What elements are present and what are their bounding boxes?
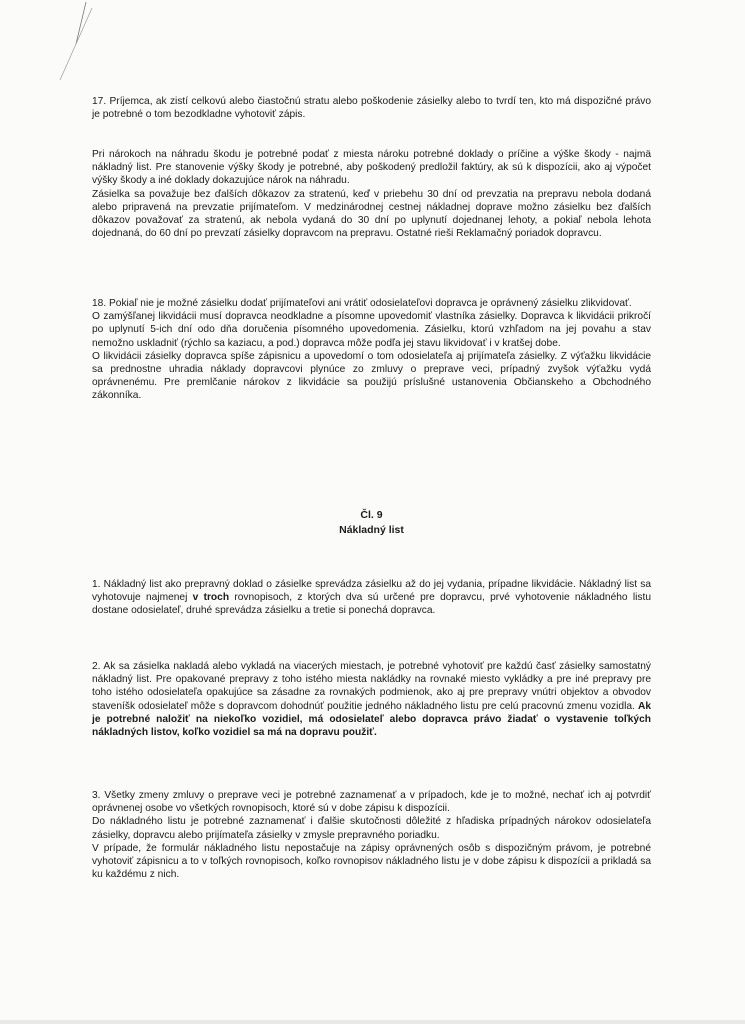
paragraph-17 (92, 95, 651, 121)
point-1-tail: rovnopisoch, z ktorých dva sú určené pre dopravcu, prvé vyhotovenie nákladného listu dostane odosielateľ, druhé sprevádza zásielku a tretie si ponechá dopravca. (92, 592, 651, 617)
article-title: Nákladný list (339, 524, 404, 536)
point-2-lead: 2. Ak sa zásielka nakladá alebo vykladá na viacerých miestach, je potrebné vyhotoviť pre každú časť zásielky samostatný nákladný list. Pre opakované prepravy z toho istého miesta nakládky na rovnaké miesto vykládky a pre iné prepravy pre toho istého odosielateľa opakujúce sa zásadne za rovnakých podmienok, ako aj pre prepravy vnútri objektov a obvodov staveníšk odosielateľ môže s dopravcom dohodnúť použitie jedného nákladného listu pre celú pracovnú zmenu vozidla. (92, 661, 651, 712)
point-1-lead: 1. Nákladný list ako prepravný doklad o zásielke sprevádza zásielku až do jej vydania, prípadne likvidácie. Nákladný list sa vyhotovuje najmenej (92, 579, 651, 604)
point-2-emphasis: Ak je potrebné naložiť na niekoľko vozidiel, má odosielateľ alebo dopravca právo žiadať o vystavenie toľkých nákladných listov, koľko vozidiel sa má na dopravu použiť. (92, 700, 651, 739)
point-1-emphasis: v troch (192, 592, 230, 604)
article-point-3-text-1: 3. Všetky zmeny zmluvy o preprave veci je potrebné zaznamenať a v prípadoch, kde je to možné, nechať ich aj potvrdiť oprávnenej osobe vo všetkých rovnopisoch, ktoré sú v dobe zápisu k dispozícii. (92, 790, 651, 815)
article-point-1 (92, 578, 651, 618)
scan-bottom-edge (0, 1020, 745, 1024)
paragraph-18-text-2: O zamýšľanej likvidácii musí dopravca neodkladne a písomne upovedomiť vlastníka zásielky. Dopravca k likvidácii prikročí po uplynutí 5-ich dní odo dňa doručenia písomného upovedomenia. Zásielku, ktorú vzhľadom na jej povahu a stav nemožno uskladniť (rýchlo sa kaziacu, a pod.) dopravca môže podľa jej stavu likvidovať i v kratšej dobe. (92, 311, 651, 349)
claims-paragraph-2: Zásielka sa považuje bez ďalších dôkazov za stratenú, keď v priebehu 30 dní od prevzatia na prepravu nebola dodaná alebo pripravená na prevzatie prijímateľom. V medzinárodnej cestnej nákladnej doprave možno zásielku bez ďalších dôkazov považovať za stratenú, ak nebola vydaná do 30 dní po uplynutí dojednanej lehoty, a pokiaľ nebola lehota dojednaná, do 60 dní po prevzatí zásielky dopravcom na prepravu. Ostatné rieši Reklamačný poriadok dopravcu. (92, 188, 651, 240)
article-point-2-text (92, 660, 651, 739)
scan-mark (48, 2, 108, 82)
article-point-3-text-2: Do nákladného listu je potrebné zaznamenať i ďalšie skutočnosti dôležité z hľadiska prípadných nárokov odosielateľa zásielky, dopravcu alebo prijímateľa zásielky v zmysle prepravného poriadku. (92, 816, 651, 841)
paragraph-17-text: 17. Príjemca, ak zistí celkovú alebo čiastočnú stratu alebo poškodenie zásielky alebo to tvrdí ten, kto má dispozičné právo je potrebné o tom bezodkladne vyhotoviť zápis. (92, 96, 651, 121)
article-point-2 (92, 660, 651, 739)
paragraph-18-text-1: 18. Pokiaľ nie je možné zásielku dodať prijímateľovi ani vrátiť odosielateľovi dopravca je oprávnený zásielku zlikvidovať. (92, 298, 632, 309)
claims-paragraph-1: Pri nárokoch na náhradu škodu je potrebné podať z miesta nároku potrebné doklady o príčine a výške škody - najmä nákladný list. Pre stanovenie výšky škody je potrebné, aby poškodený predložil faktúry, ak sú k dispozícii, ako aj výpočet výšky škody a iné doklady dokazujúce nárok na náhradu. (92, 149, 651, 187)
article-number: Čl. 9 (360, 509, 383, 521)
claims-section (92, 148, 651, 240)
paragraph-18 (92, 297, 651, 403)
article-point-3 (92, 789, 651, 881)
article-point-1-text (92, 578, 651, 618)
paragraph-18-text-3: O likvidácii zásielky dopravca spíše zápisnicu a upovedomí o tom odosielateľa aj prijímateľa zásielky. Z výťažku likvidácie sa prednostne uhradia náklady dopravcovi plynúce zo zmluvy o preprave veci, prípadný zvyšok výťažku vydá oprávnenému. Pre premlčanie nárokov z likvidácie sa použijú príslušné ustanovenia Občianskeho a Obchodného zákonníka. (92, 350, 651, 402)
article-point-3-text-3: V prípade, že formulár nákladného listu nepostačuje na zápisy oprávnených osôb s dispozičným právom, je potrebné vyhotoviť zápisnicu a to v toľkých rovnopisoch, koľko rovnopisov nákladného listu je v dobe zápisu k dispozícii a prikladá sa ku každému z nich. (92, 842, 651, 881)
